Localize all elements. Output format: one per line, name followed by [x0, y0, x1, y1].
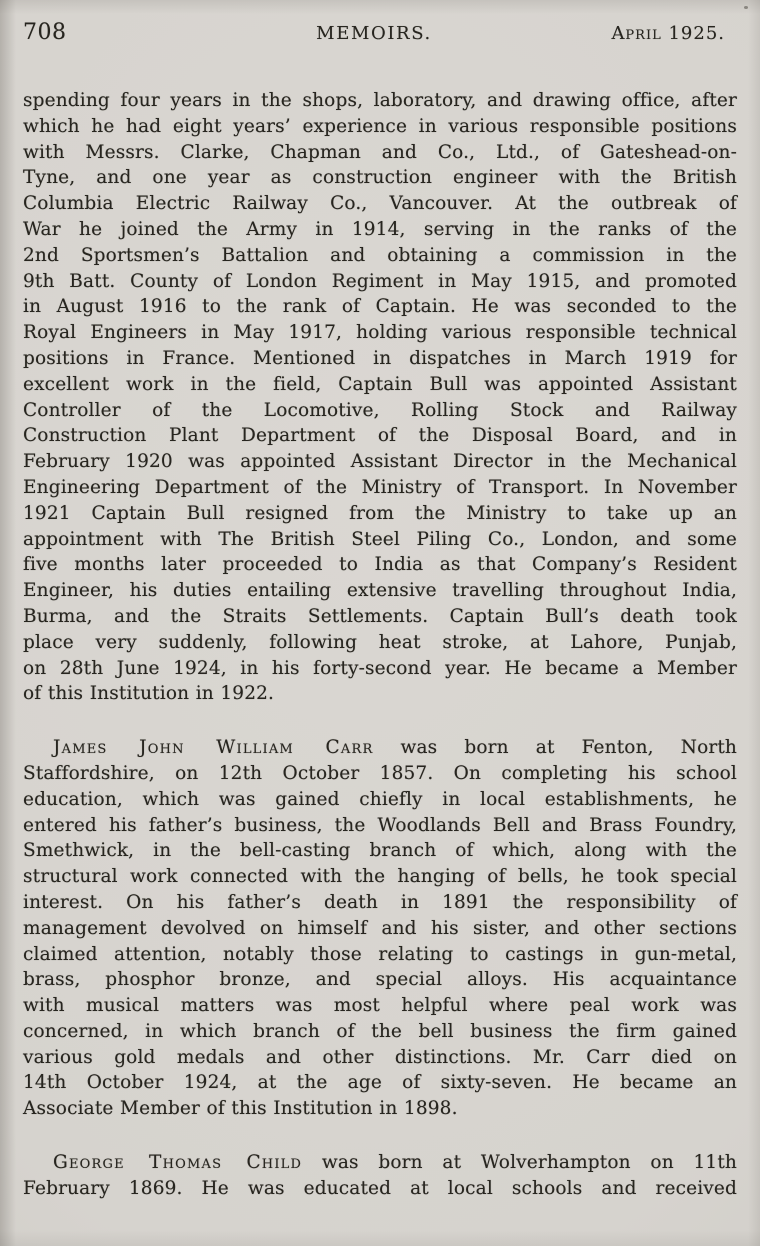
- text-line: Columbia Electric Railway Co., Vancouver. At the outbreak of: [23, 193, 737, 215]
- text-line: place very suddenly, following heat stroke, at Lahore, Punjab,: [23, 631, 737, 653]
- text-line: Associate Member of this Institution in 1898.: [23, 1098, 458, 1120]
- memoir-paragraph: [23, 1150, 737, 1202]
- memoir-paragraph: [23, 735, 737, 1122]
- text-line: of this Institution in 1922.: [23, 683, 275, 705]
- text-line: spending four years in the shops, laboratory, and drawing office, after: [23, 90, 737, 111]
- text-line: Royal Engineers in May 1917, holding various responsible technical: [23, 322, 737, 344]
- text-line: Burma, and the Straits Settlements. Captain Bull’s death took: [23, 605, 737, 627]
- text-line: 2nd Sportsmen’s Battalion and obtaining a commission in the: [23, 244, 737, 266]
- text-line: Staffordshire, on 12th October 1857. On completing his school: [23, 762, 737, 784]
- text-line: on 28th June 1924, in his forty-second year. He became a Member: [23, 657, 737, 679]
- text-line: positions in France. Mentioned in dispatches in March 1919 for: [23, 347, 737, 369]
- text-line: February 1920 was appointed Assistant Director in the Mechanical: [23, 451, 737, 473]
- text-line: appointment with The British Steel Piling Co., London, and some: [23, 528, 737, 550]
- text-line: George Thomas Child was born at Wolverhampton on 11th: [53, 1152, 737, 1174]
- text-line: various gold medals and other distinctions. Mr. Carr died on: [23, 1046, 737, 1068]
- text-line: Smethwick, in the bell-casting branch of which, along with the: [23, 840, 737, 862]
- text-line: claimed attention, notably those relating to castings in gun-metal,: [23, 943, 737, 965]
- text-line: 1921 Captain Bull resigned from the Ministry to take up an: [23, 502, 737, 524]
- text-line: in August 1916 to the rank of Captain. He was seconded to the: [23, 296, 737, 318]
- page-inner: [23, 0, 737, 1202]
- running-title: MEMOIRS.: [316, 23, 432, 44]
- text-line: concerned, in which branch of the bell business the firm gained: [23, 1020, 737, 1042]
- person-name: James John William Carr: [53, 737, 374, 759]
- text-line: Engineer, his duties entailing extensive travelling throughout India,: [23, 580, 737, 602]
- text-line: entered his father’s business, the Woodlands Bell and Brass Foundry,: [23, 814, 737, 836]
- text-line: brass, phosphor bronze, and special alloys. His acquaintance: [23, 969, 737, 991]
- scan-speck: [744, 6, 748, 9]
- text-line: 14th October 1924, at the age of sixty-seven. He became an: [23, 1072, 737, 1094]
- text-line: James John William Carr was born at Fenton, North: [53, 737, 737, 759]
- text-line: which he had eight years’ experience in various responsible positions: [23, 115, 737, 137]
- text-line: Tyne, and one year as construction engineer with the British: [23, 167, 737, 189]
- memoir-paragraph: [23, 88, 737, 707]
- text-line: with musical matters was most helpful where peal work was: [23, 995, 737, 1017]
- person-name: George Thomas Child: [53, 1152, 303, 1174]
- text-line: education, which was gained chiefly in local establishments, he: [23, 788, 737, 810]
- text-line: Construction Plant Department of the Disposal Board, and in: [23, 425, 737, 447]
- page-body: [23, 88, 737, 1202]
- page-number: 708: [23, 20, 67, 45]
- text-line: February 1869. He was educated at local schools and received: [23, 1177, 737, 1199]
- text-line: Engineering Department of the Ministry of Transport. In November: [23, 476, 737, 498]
- text-line: management devolved on himself and his sister, and other sections: [23, 917, 737, 939]
- text-line: structural work connected with the hanging of bells, he took special: [23, 866, 737, 888]
- text-line: Controller of the Locomotive, Rolling Stock and Railway: [23, 399, 737, 421]
- text-line: five months later proceeded to India as that Company’s Resident: [23, 554, 737, 576]
- text-line: with Messrs. Clarke, Chapman and Co., Ltd., of Gateshead-on-: [23, 141, 737, 163]
- text-line: 9th Batt. County of London Regiment in May 1915, and promoted: [23, 270, 737, 292]
- text-line: excellent work in the field, Captain Bull was appointed Assistant: [23, 373, 737, 395]
- issue-date: April 1925.: [611, 23, 725, 44]
- text-line: War he joined the Army in 1914, serving in the ranks of the: [23, 218, 737, 240]
- running-head: [23, 20, 737, 48]
- text-line: interest. On his father’s death in 1891 the responsibility of: [23, 891, 737, 913]
